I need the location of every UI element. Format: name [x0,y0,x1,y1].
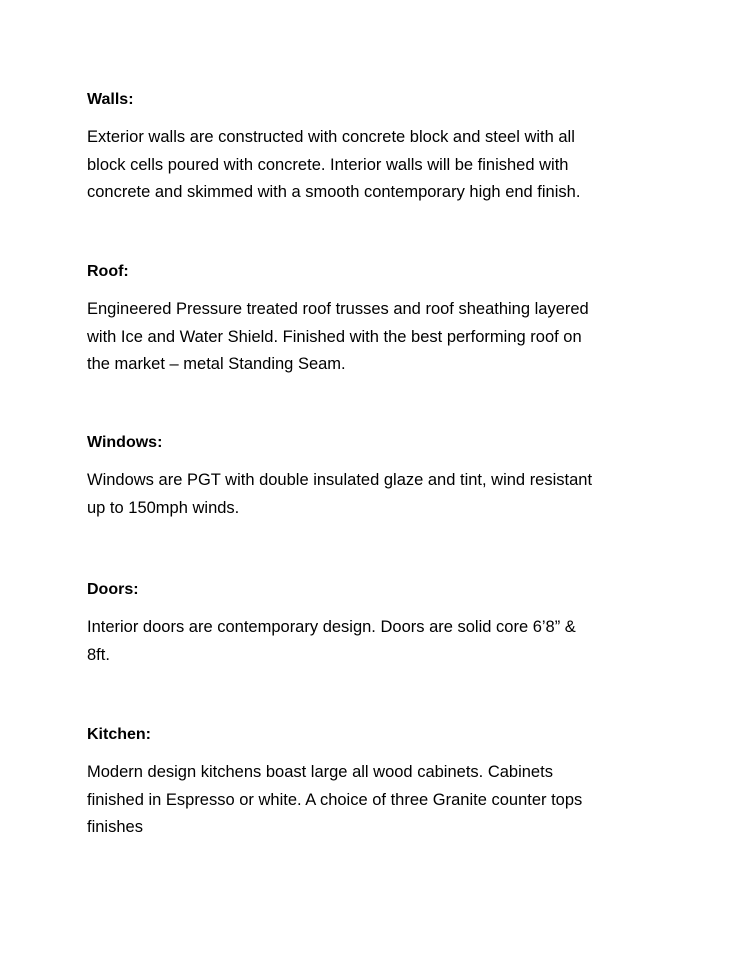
section-body [87,124,687,207]
section-body [87,614,687,669]
section-heading: Windows: [87,434,163,451]
body-line: Exterior walls are constructed with concrete block and steel with all [87,128,575,146]
body-line: finished in Espresso or white. A choice of three Granite counter tops [87,790,583,809]
section-heading: Roof: [87,263,129,280]
section-body [87,467,687,522]
section-walls [87,90,687,207]
section-heading: Kitchen: [87,726,151,743]
section-windows [87,433,687,522]
body-line: finishes [87,818,143,836]
section-doors [87,580,687,669]
body-line: Interior doors are contemporary design. Doors are solid core 6’8” & [87,618,576,636]
section-roof [87,262,687,379]
section-body [87,296,687,379]
section-body [87,759,687,842]
body-line: 8ft. [87,645,110,664]
section-heading: Doors: [87,581,139,598]
body-line: the market – metal Standing Seam. [87,355,346,373]
section-kitchen [87,725,687,842]
body-line: with Ice and Water Shield. Finished with the best performing roof on [87,327,582,346]
body-line: Modern design kitchens boast large all wood cabinets. Cabinets [87,763,553,781]
body-line: block cells poured with concrete. Interior walls will be finished with [87,155,569,174]
body-line: Windows are PGT with double insulated glaze and tint, wind resistant [87,471,593,489]
body-line: concrete and skimmed with a smooth contemporary high end finish. [87,183,581,201]
section-heading: Walls: [87,91,134,108]
body-line: Engineered Pressure treated roof trusses and roof sheathing layered [87,300,589,318]
body-line: up to 150mph winds. [87,498,240,517]
